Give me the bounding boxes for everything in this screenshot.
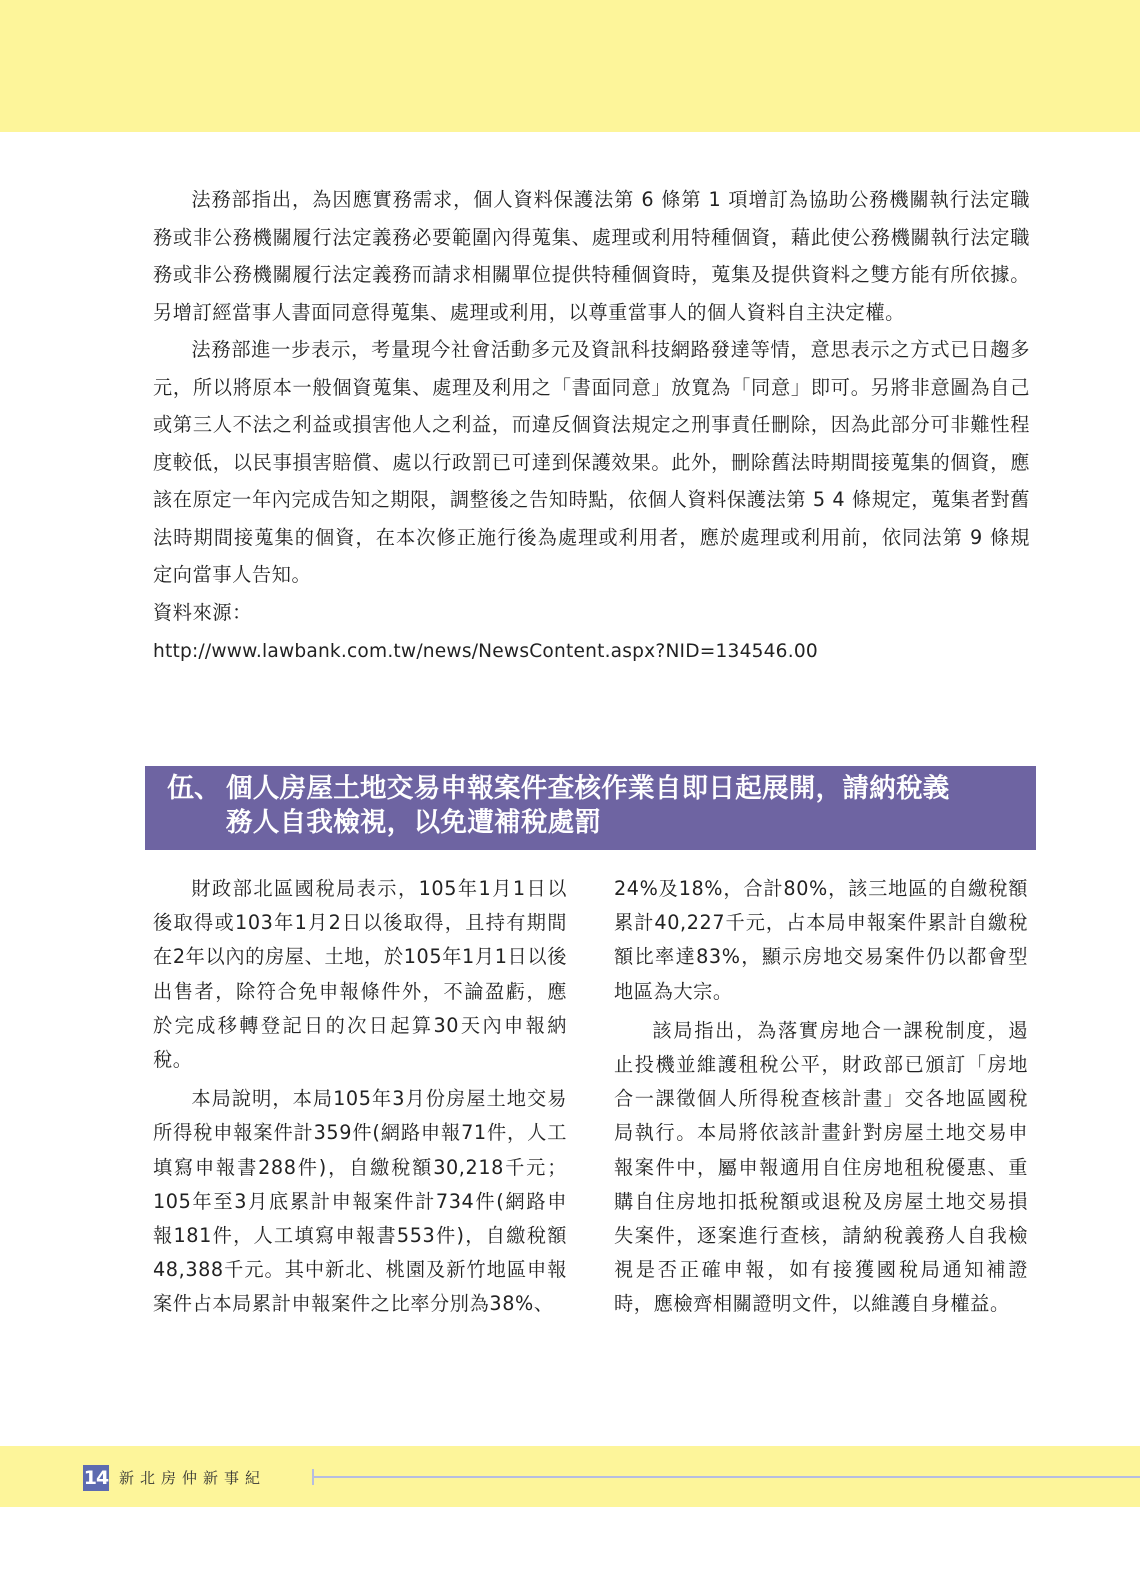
top-color-band bbox=[0, 0, 1140, 132]
section-heading bbox=[145, 766, 1036, 850]
source-label: 資料來源： bbox=[153, 600, 252, 624]
section-title-line-1: 個人房屋土地交易申報案件查核作業自即日起展開，請納稅義 bbox=[226, 773, 950, 804]
right-column bbox=[614, 872, 1028, 1322]
right-paragraph-1: 24%及18%，合計80%，該三地區的自繳稅額累計40,227千元，占本局申報案件累計自繳稅額比率達83%，顯示房地交易案件仍以都會型地區為大宗。 bbox=[614, 877, 1028, 1003]
source-url: http://www.lawbank.com.tw/news/NewsContent.aspx?NID=134546.00 bbox=[153, 641, 818, 662]
left-column bbox=[153, 872, 567, 1322]
section-number: 伍、 bbox=[167, 773, 221, 804]
left-paragraph-1: 財政部北區國稅局表示，105年1月1日以後取得或103年1月2日以後取得，且持有期間在2年以內的房屋、土地，於105年1月1日以後出售者，除符合免申報條件外，不論盈虧，應於完成移轉登記日的次日起算30天內申報納稅。 bbox=[153, 877, 567, 1072]
footer-rule bbox=[312, 1476, 1140, 1478]
publication-title: 新北房仲新事紀 bbox=[119, 1469, 267, 1487]
intro-article bbox=[153, 181, 1030, 671]
intro-paragraph-1: 法務部指出，為因應實務需求，個人資料保護法第 6 條第 1 項增訂為協助公務機關執行法定職務或非公務機關履行法定義務必要範圍內得蒐集、處理或利用特種個資，藉此使公務機關執行法定職務或非公務機關履行法定義務而請求相關單位提供特種個資時，蒐集及提供資料之雙方能有所依據。另增訂經當事人書面同意得蒐集、處理或利用，以尊重當事人的個人資料自主決定權。 bbox=[153, 188, 1030, 324]
intro-paragraph-2: 法務部進一步表示，考量現今社會活動多元及資訊科技網路發達等情，意思表示之方式已日趨多元，所以將原本一般個資蒐集、處理及利用之「書面同意」放寬為「同意」即可。另將非意圖為自己或第三人不法之利益或損害他人之利益，而違反個資法規定之刑事責任刪除，因為此部分可非難性程度較低，以民事損害賠償、處以行政罰已可達到保護效果。此外，刪除舊法時期間接蒐集的個資，應該在原定一年內完成告知之期限，調整後之告知時點，依個人資料保護法第 5 4 條規定，蒐集者對舊法時期間接蒐集的個資，在本次修正施行後為處理或利用者，應於處理或利用前，依同法第 9 條規定向當事人告知。 bbox=[153, 338, 1030, 586]
section-title-line-2: 務人自我檢視，以免遭補稅處罰 bbox=[226, 807, 602, 838]
page-number: 14 bbox=[83, 1467, 109, 1489]
left-paragraph-2: 本局說明，本局105年3月份房屋土地交易所得稅申報案件計359件(網路申報71件，人工填寫申報書288件)，自繳稅額30,218千元；105年至3月底累計申報案件計734件(網路申報181件，人工填寫申報書553件)，自繳稅額48,388千元。其中新北、桃園及新竹地區申報案件占本局累計申報案件之比率分別為38%、 bbox=[153, 1087, 567, 1316]
right-paragraph-2: 該局指出，為落實房地合一課稅制度，遏止投機並維護租稅公平，財政部已頒訂「房地合一課徵個人所得稅查核計畫」交各地區國稅局執行。本局將依該計畫針對房屋土地交易申報案件中，屬申報適用自住房地租稅優惠、重購自住房地扣抵稅額或退稅及房屋土地交易損失案件，逐案進行查核，請納稅義務人自我檢視是否正確申報，如有接獲國稅局通知補證時，應檢齊相關證明文件，以維護自身權益。 bbox=[614, 1018, 1028, 1316]
